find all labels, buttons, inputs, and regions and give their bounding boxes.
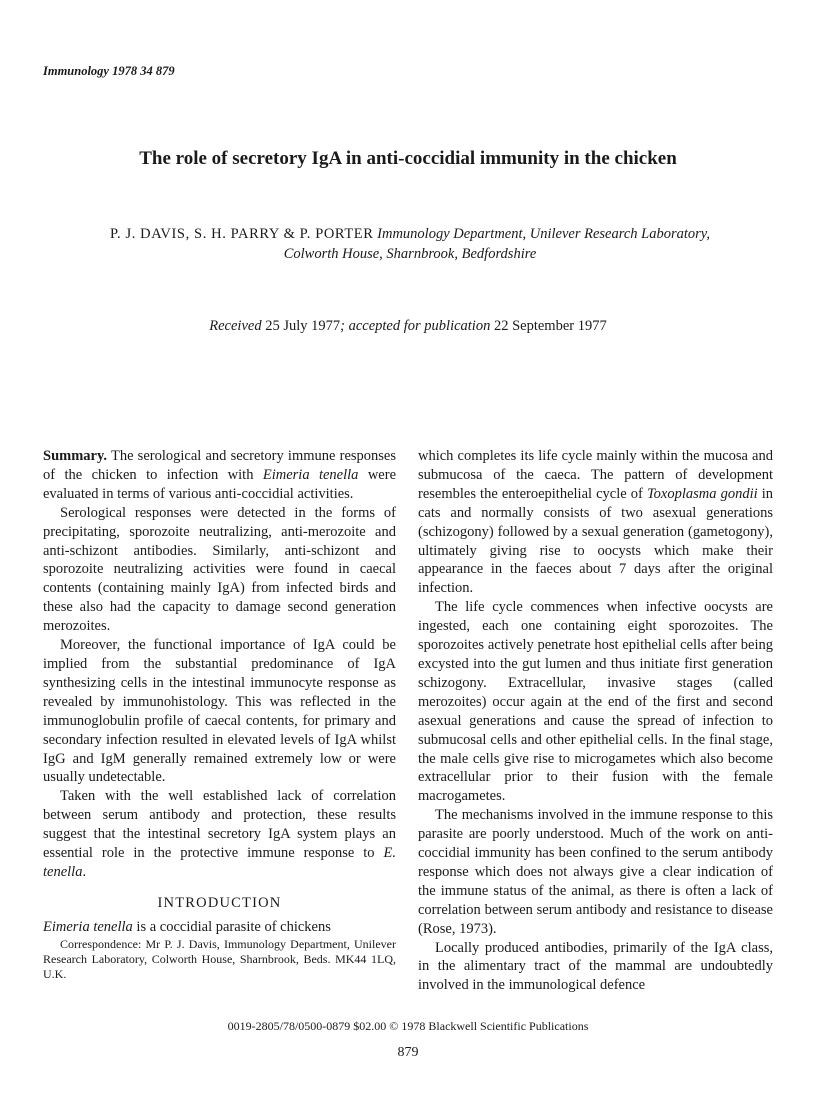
author-names: P. J. DAVIS, S. H. PARRY & P. PORTER [109, 226, 374, 242]
affiliation-line-1: Immunology Department, Unilever Research Laboratory, [377, 226, 711, 242]
intro-paragraph-1 [43, 918, 396, 937]
accepted-label: ; accepted for publication [340, 318, 491, 334]
body-paragraph-2: The life cycle commences when infective oocysts are ingested, each one containing eight sporozoites. The sporozoites actively penetrate host epithelial cells after being excysted into the gut lumen and thus initiate first generation schizogony. Extracellular, invasive stages (called merozoites) occur again at the end of the first and second asexual generations and cause the spread of infection to submucosal cells and other epithelial cells. In the final stage, the male cells give rise to microgametes which also become extracellular prior to their fusion with the female macrogametes. [418, 599, 773, 805]
journal-citation: Immunology 1978 34 879 [43, 64, 175, 78]
accepted-date: 22 September 1977 [493, 318, 607, 334]
article-title: The role of secretory IgA in anti-coccidial immunity in the chicken [139, 148, 677, 169]
summary-text: Taken with the well established lack of correlation between serum antibody and protection, these results suggest that the intestinal secretory IgA system plays an essential role in the protective immune response to [43, 788, 396, 862]
right-column [418, 447, 773, 995]
species-name: Eimeria tenella [43, 918, 133, 935]
summary-paragraph-2: Serological responses were detected in the forms of precipitating, sporozoite neutralizing, anti-merozoite and anti-schizont antibodies. Similarly, anti-schizont and sporozoite neutralizing activities were found in caecal contents (containing mainly IgA) from infected birds and these also had the capacity to damage second generation merozoites. [43, 504, 396, 635]
summary-paragraph-1 [43, 447, 396, 504]
received-dates [0, 318, 816, 335]
body-text: which completes its life cycle mainly within the mucosa and submucosa of the caeca. The pattern of development resembles the enteroepithelial cycle of [418, 448, 773, 502]
summary-paragraph-4 [43, 787, 396, 882]
copyright-line: 0019-2805/78/0500-0879 $02.00 © 1978 Blackwell Scientific Publications [227, 1019, 589, 1033]
affiliation-line-2: Colworth House, Sharnbrook, Bedfordshire [283, 246, 537, 262]
summary-text: The serological and secretory immune responses of the chicken to infection with [43, 448, 396, 483]
species-name: E. tenella [43, 845, 396, 880]
species-name: Eimeria tenella [262, 466, 359, 483]
summary-text: were evaluated in terms of various anti-coccidial activities. [43, 466, 397, 502]
page-number: 879 [397, 1045, 419, 1060]
left-column [43, 447, 396, 982]
received-label: Received [209, 318, 262, 334]
summary-paragraph-3: Moreover, the functional importance of IgA could be implied from the substantial predominance of IgA synthesizing cells in the intestinal immunocyte response as revealed by immunohistology. This was reflected in the immunoglobulin profile of caecal contents, for primary and secondary infection resulted in elevated levels of IgA whilst IgG and IgM generally remained extremely low or were usually undetectable. [43, 637, 396, 786]
summary-lead: Summary. [43, 448, 108, 464]
body-paragraph-3: The mechanisms involved in the immune response to this parasite are poorly understood. Much of the work on anti-coccidial immunity has been confined to the serum antibody response which does not always give a clear indication of the immune status of the animal, as there is often a lack of correlation between serum antibody and resistance to disease (Rose, 1973). [418, 807, 773, 937]
intro-text: is a coccidial parasite of chickens [132, 918, 331, 935]
author-block [60, 224, 760, 264]
received-date: 25 July 1977 [265, 318, 341, 334]
body-paragraph-1 [418, 447, 773, 598]
species-name: Toxoplasma gondii [646, 485, 758, 502]
body-paragraph-4: Locally produced antibodies, primarily of the IgA class, in the alimentary tract of the mammal are undoubtedly involved in the immunological defence [418, 939, 773, 994]
body-text: in cats and normally consists of two asexual generations (schizogony) followed by a sexual generation (gametogony), ultimately giving rise to oocysts which make their appearance in the faeces about 7 days after the original infection. [418, 485, 773, 597]
summary-text: . [82, 863, 87, 880]
section-heading-introduction: INTRODUCTION [157, 894, 282, 911]
correspondence-note: Correspondence: Mr P. J. Davis, Immunology Department, Unilever Research Laboratory, Colworth House, Sharnbrook, Beds. MK44 1LQ, U.K. [43, 936, 396, 981]
